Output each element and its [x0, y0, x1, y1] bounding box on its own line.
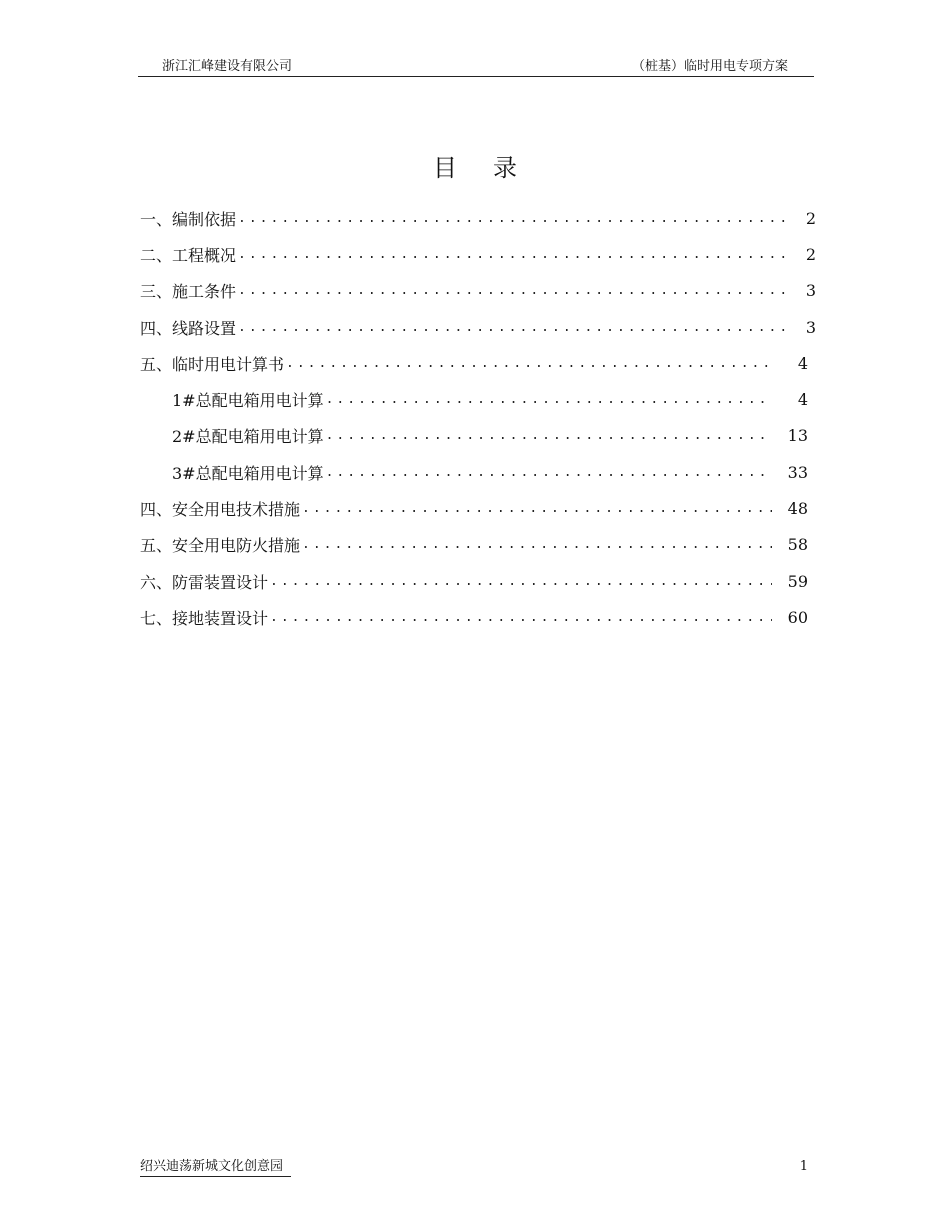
toc-subentry[interactable]: [140, 418, 816, 454]
toc-entry[interactable]: [140, 200, 816, 236]
toc-entry-page: 58: [787, 535, 808, 555]
toc-entry-label: 四、安全用电技术措施: [140, 500, 301, 520]
toc-dot-leader: [270, 574, 772, 589]
toc-dot-leader: [302, 501, 772, 516]
toc-dot-leader: [238, 247, 788, 262]
toc-dot-leader: [326, 392, 772, 407]
toc-entry-label: 七、接地装置设计: [140, 608, 269, 628]
toc-entry[interactable]: [140, 345, 816, 381]
toc-entry[interactable]: [140, 273, 816, 309]
toc-entry-page: 13: [787, 426, 808, 446]
header-doc-title: （桩基）临时用电专项方案: [631, 59, 788, 74]
footer-page-number: 1: [799, 1159, 808, 1174]
toc-entry-label: 六、防雷装置设计: [140, 572, 269, 592]
toc-dot-leader: [326, 428, 772, 443]
toc-entry[interactable]: [140, 309, 816, 345]
toc-entry-page: 4: [797, 353, 808, 373]
toc-subentry[interactable]: [140, 381, 816, 417]
table-of-contents: [140, 200, 816, 636]
toc-entry-page: 59: [787, 571, 808, 591]
toc-entry-page: 2: [805, 208, 816, 228]
toc-entry-label: 四、线路设置: [140, 318, 237, 338]
toc-entry-page: 2: [805, 244, 816, 264]
toc-dot-leader: [238, 211, 788, 226]
toc-dot-leader: [286, 356, 772, 371]
toc-title: 目录: [433, 154, 553, 182]
toc-entry-label: 2#总配电箱用电计算: [172, 427, 324, 447]
toc-subentry[interactable]: [140, 454, 816, 490]
toc-entry-label: 一、编制依据: [140, 209, 237, 229]
toc-entry-label: 1#总配电箱用电计算: [172, 391, 324, 411]
toc-entry-page: 3: [805, 317, 816, 337]
toc-dot-leader: [238, 320, 788, 335]
toc-entry-page: 60: [787, 607, 808, 627]
toc-entry[interactable]: [140, 236, 816, 272]
page-header: [138, 58, 814, 77]
toc-dot-leader: [326, 465, 772, 480]
toc-entry-page: 48: [787, 499, 808, 519]
toc-entry[interactable]: [140, 490, 816, 526]
toc-dot-leader: [270, 610, 772, 625]
toc-entry-page: 3: [805, 281, 816, 301]
toc-entry-label: 五、安全用电防火措施: [140, 536, 301, 556]
toc-entry[interactable]: [140, 563, 816, 599]
toc-entry-label: 二、工程概况: [140, 245, 237, 265]
toc-dot-leader: [302, 537, 772, 552]
toc-entry-label: 3#总配电箱用电计算: [172, 463, 324, 483]
toc-entry[interactable]: [140, 527, 816, 563]
page-footer: [140, 1158, 812, 1176]
toc-entry-label: 三、施工条件: [140, 282, 237, 302]
header-company: 浙江汇峰建设有限公司: [162, 59, 293, 74]
toc-entry-page: 33: [787, 462, 808, 482]
toc-entry[interactable]: [140, 599, 816, 635]
toc-dot-leader: [238, 283, 788, 298]
toc-entry-label: 五、临时用电计算书: [140, 354, 285, 374]
footer-project: 绍兴迪荡新城文化创意园: [140, 1158, 291, 1177]
toc-entry-page: 4: [797, 390, 808, 410]
